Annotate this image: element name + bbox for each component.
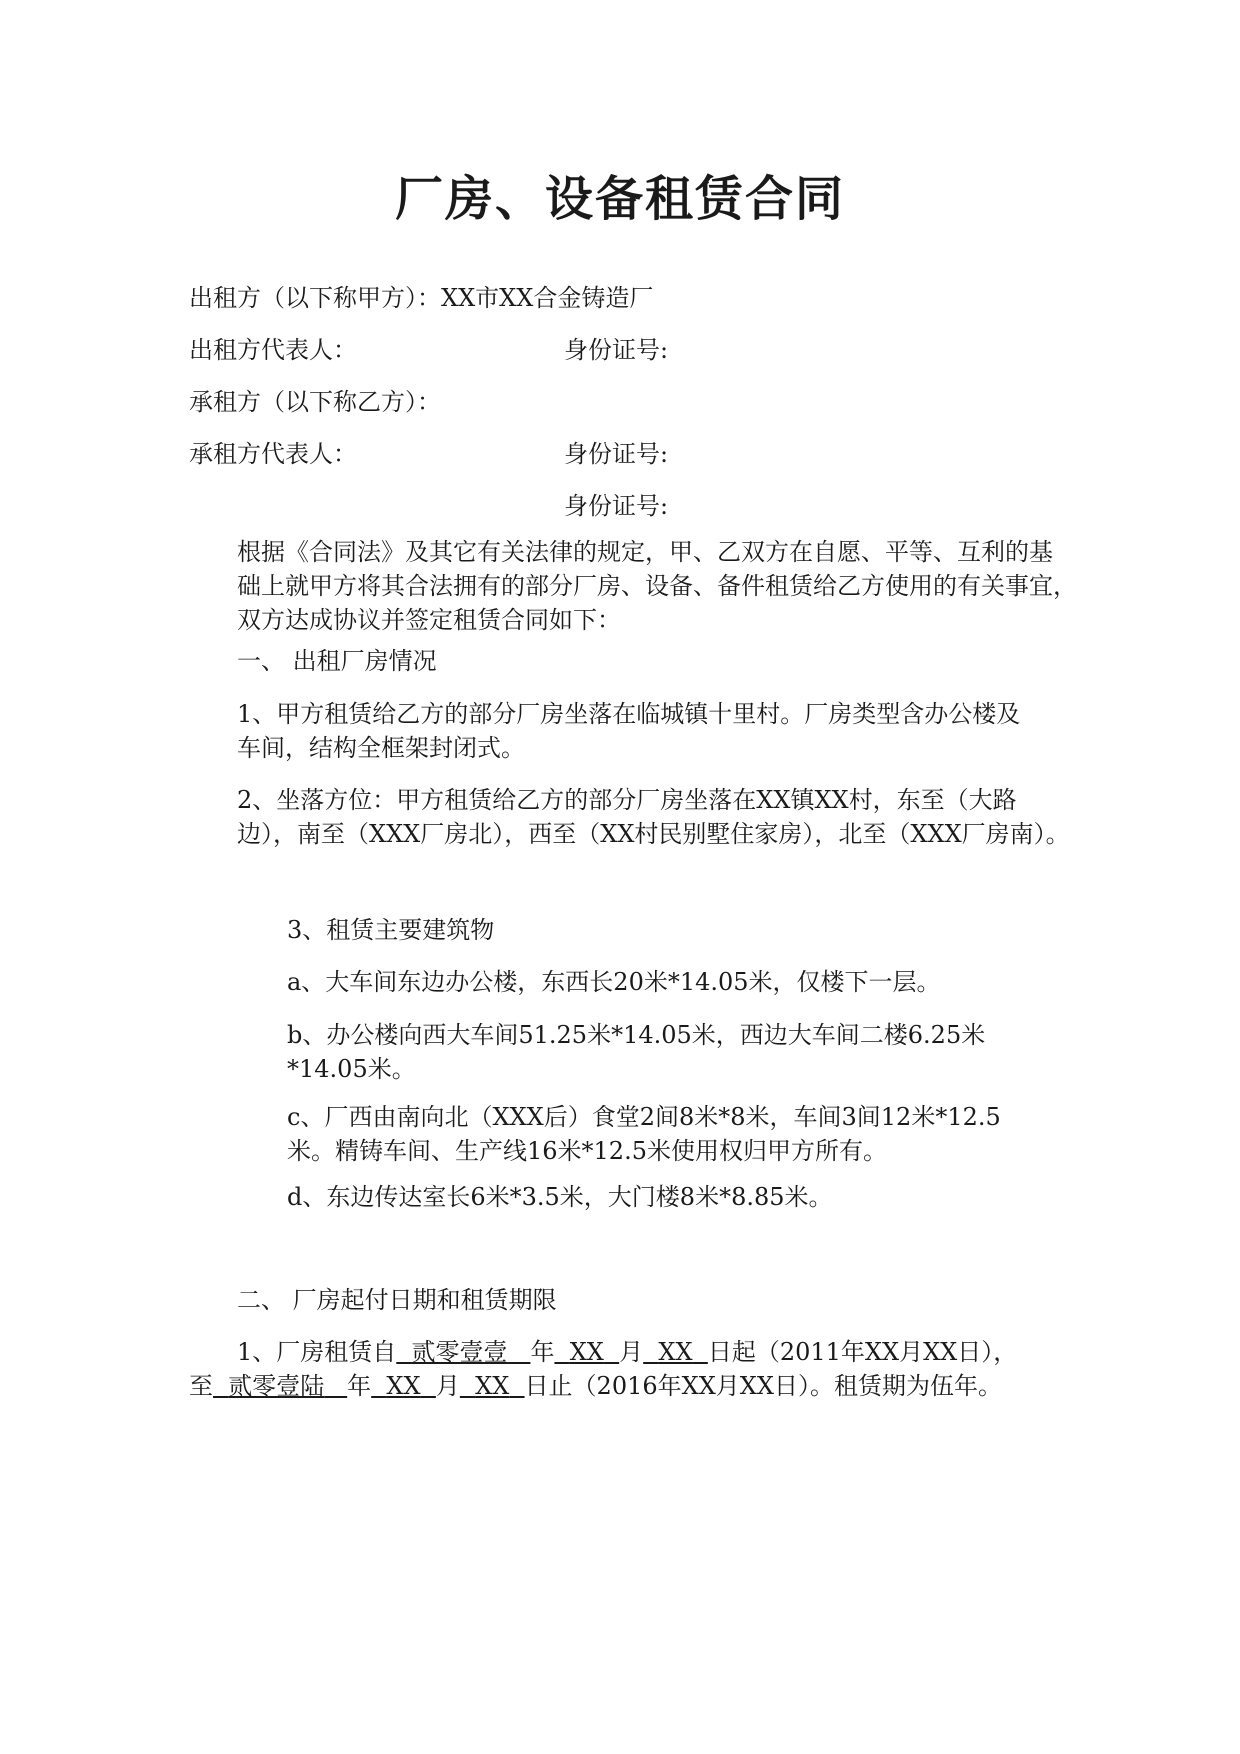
building-a: a、大车间东边办公楼，东西长20米*14.05米，仅楼下一层。 — [287, 968, 941, 996]
lease-start-year: 贰零壹壹 — [411, 1338, 508, 1366]
building-c-line-1: c、厂西由南向北（XXX后）食堂2间8米*8米，车间3间12米*12.5 — [287, 1103, 1001, 1131]
lease-term-paragraph — [189, 1335, 1064, 1403]
lease-start-prefix: 1、厂房租赁自 — [237, 1338, 397, 1366]
month-label: 月 — [619, 1338, 644, 1366]
lessee-rep-line: 承租方代表人： — [189, 440, 357, 468]
intro-line-2: 础上就甲方将其合法拥有的部分厂房、设备、备件租赁给乙方使用的有关事宜， — [237, 572, 1077, 600]
month-label: 月 — [435, 1372, 460, 1400]
lease-start-day: XX — [658, 1338, 693, 1366]
section-1-item-3-heading: 3、租赁主要建筑物 — [287, 916, 495, 944]
building-b-line-2: *14.05米。 — [287, 1055, 416, 1083]
section-1-heading: 一、 出租厂房情况 — [237, 647, 437, 675]
building-c — [189, 1100, 1064, 1168]
building-b-line-1: b、办公楼向西大车间51.25米*14.05米，西边大车间二楼6.25米 — [287, 1021, 986, 1049]
lessor-rep-line: 出租方代表人： — [189, 336, 357, 364]
lessor-id-label: 身份证号: — [564, 336, 669, 364]
lease-start-month: XX — [569, 1338, 604, 1366]
intro-line-3: 双方达成协议并签定租赁合同如下： — [237, 606, 621, 634]
year-label: 年 — [530, 1338, 555, 1366]
section-1-item-1 — [189, 697, 1064, 765]
year-label: 年 — [347, 1372, 372, 1400]
intro-paragraph — [189, 535, 1077, 637]
lessee-line: 承租方（以下称乙方）： — [189, 388, 441, 416]
lease-term-line-2 — [189, 1369, 1064, 1403]
lease-end-month: XX — [386, 1372, 421, 1400]
building-c-line-2: 米。精铸车间、生产线16米*12.5米使用权归甲方所有。 — [287, 1137, 887, 1165]
building-b — [189, 1018, 1064, 1086]
lease-end-prefix: 至 — [189, 1372, 213, 1400]
section-1-item-2-line-2: 边），南至（XXX厂房北），西至（XX村民别墅住家房），北至（XXX厂房南）。 — [237, 820, 1070, 848]
document-title: 厂房、设备租赁合同 — [394, 171, 845, 227]
lease-start-suffix: 日起（2011年XX月XX日）， — [707, 1338, 1018, 1366]
section-1-item-1-line-2: 车间，结构全框架封闭式。 — [237, 734, 525, 762]
lease-term-line-1 — [189, 1335, 1064, 1369]
section-1-item-2 — [189, 783, 1070, 851]
lessee-id-label: 身份证号: — [564, 440, 669, 468]
lessor-line: 出租方（以下称甲方）：XX市XX合金铸造厂 — [189, 284, 654, 312]
intro-line-1: 根据《合同法》及其它有关法律的规定，甲、乙双方在自愿、平等、互利的基 — [237, 538, 1053, 566]
section-1-item-2-line-1: 2、坐落方位：甲方租赁给乙方的部分厂房坐落在XX镇XX村，东至（大路 — [237, 786, 1017, 814]
lease-end-day: XX — [475, 1372, 510, 1400]
section-1-item-1-line-1: 1、甲方租赁给乙方的部分厂房坐落在临城镇十里村。厂房类型含办公楼及 — [237, 700, 1021, 728]
extra-id-label: 身份证号: — [564, 492, 669, 520]
section-2-heading: 二、 厂房起付日期和租赁期限 — [237, 1286, 557, 1314]
lease-end-year: 贰零壹陆 — [228, 1372, 325, 1400]
lease-end-suffix: 日止（2016年XX月XX日）。租赁期为伍年。 — [524, 1372, 1002, 1400]
building-d: d、东边传达室长6米*3.5米，大门楼8米*8.85米。 — [287, 1183, 833, 1211]
